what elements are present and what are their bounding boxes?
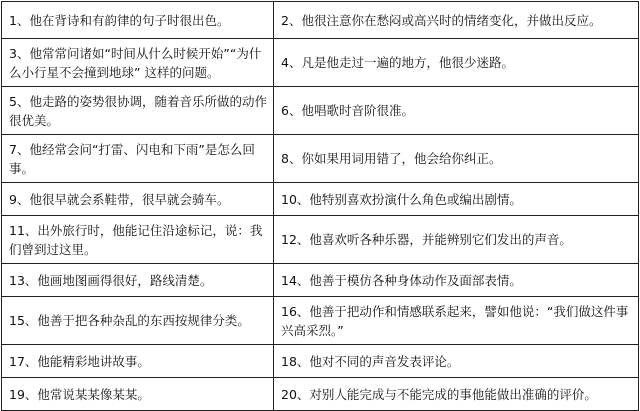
item-4-text: 4、凡是他走过一遍的地方，他很少迷路。: [281, 55, 514, 70]
item-18-text: 18、他对不同的声音发表评论。: [281, 353, 460, 369]
table-row: [2, 297, 639, 345]
table-cell-left: [2, 216, 274, 264]
item-5-text: 5、他走路的姿势很协调，随着音乐所做的动作很优美。: [9, 93, 267, 128]
table-cell-right: [274, 87, 639, 135]
item-12-text: 12、他喜欢听各种乐器，并能辨别它们发出的声音。: [281, 232, 572, 247]
item-15-text: 15、他善于把各种杂乱的东西按规律分类。: [9, 313, 250, 328]
table-cell-right: [274, 297, 639, 345]
table-cell-right: [274, 39, 639, 87]
item-14-text: 14、他善于模仿各种身体动作及面部表情。: [281, 272, 522, 288]
item-1-text: 1、他在背诗和有韵律的句子时很出色。: [9, 12, 230, 28]
table-cell-left: [2, 135, 274, 183]
item-10-text: 10、他特别喜欢扮演什么角色或编出剧情。: [281, 191, 522, 207]
item-7-text: 7、他经常会问“打雷、闪电和下雨”是怎么回事。: [9, 141, 255, 176]
table-row: [2, 216, 639, 264]
item-17-text: 17、他能精彩地讲故事。: [9, 353, 150, 369]
item-19-text: 19、他常说某某像某某。: [9, 386, 150, 402]
table-cell-right: [274, 216, 639, 264]
table-cell-left: [2, 183, 274, 216]
item-8-text: 8、你如果用词用错了，他会给你纠正。: [281, 151, 502, 166]
table-row: [2, 378, 639, 411]
table-cell-right: [274, 378, 639, 411]
table-row: [2, 135, 639, 183]
table-cell-right: [274, 135, 639, 183]
table-row: [2, 2, 639, 39]
table-cell-left: [2, 378, 274, 411]
table-cell-right: [274, 264, 639, 297]
table-cell-left: [2, 87, 274, 135]
item-3-text: 3、他常常问诸如“时间从什么时候开始”“为什么小行星不会撞到地球” 这样的问题。: [9, 45, 262, 80]
table-row: [2, 39, 639, 87]
table-cell-right: [274, 345, 639, 378]
questionnaire-table: [1, 1, 639, 411]
item-9-text: 9、他很早就会系鞋带，很早就会骑车。: [9, 191, 230, 207]
item-20-text: 20、对别人能完成与不能完成的事他能做出准确的评价。: [281, 386, 597, 402]
table-cell-right: [274, 2, 639, 39]
item-11-text: 11、出外旅行时，他能记住沿途标记，说：我们曾到过这里。: [9, 222, 263, 257]
table-cell-left: [2, 39, 274, 87]
table-row: [2, 264, 639, 297]
table-cell-left: [2, 2, 274, 39]
table-cell-left: [2, 297, 274, 345]
table-row: [2, 183, 639, 216]
table-row: [2, 87, 639, 135]
table-cell-left: [2, 345, 274, 378]
item-2-text: 2、他很注意你在愁闷或高兴时的情绪变化，并做出反应。: [281, 12, 602, 28]
item-6-text: 6、他唱歌时音阶很准。: [281, 103, 414, 118]
table-cell-left: [2, 264, 274, 297]
table-cell-right: [274, 183, 639, 216]
table-row: [2, 345, 639, 378]
item-13-text: 13、他画地图画得很好，路线清楚。: [9, 272, 213, 288]
item-16-text: 16、他善于把动作和情感联系起来，譬如他说：“我们做这件事兴高采烈。”: [281, 303, 629, 338]
